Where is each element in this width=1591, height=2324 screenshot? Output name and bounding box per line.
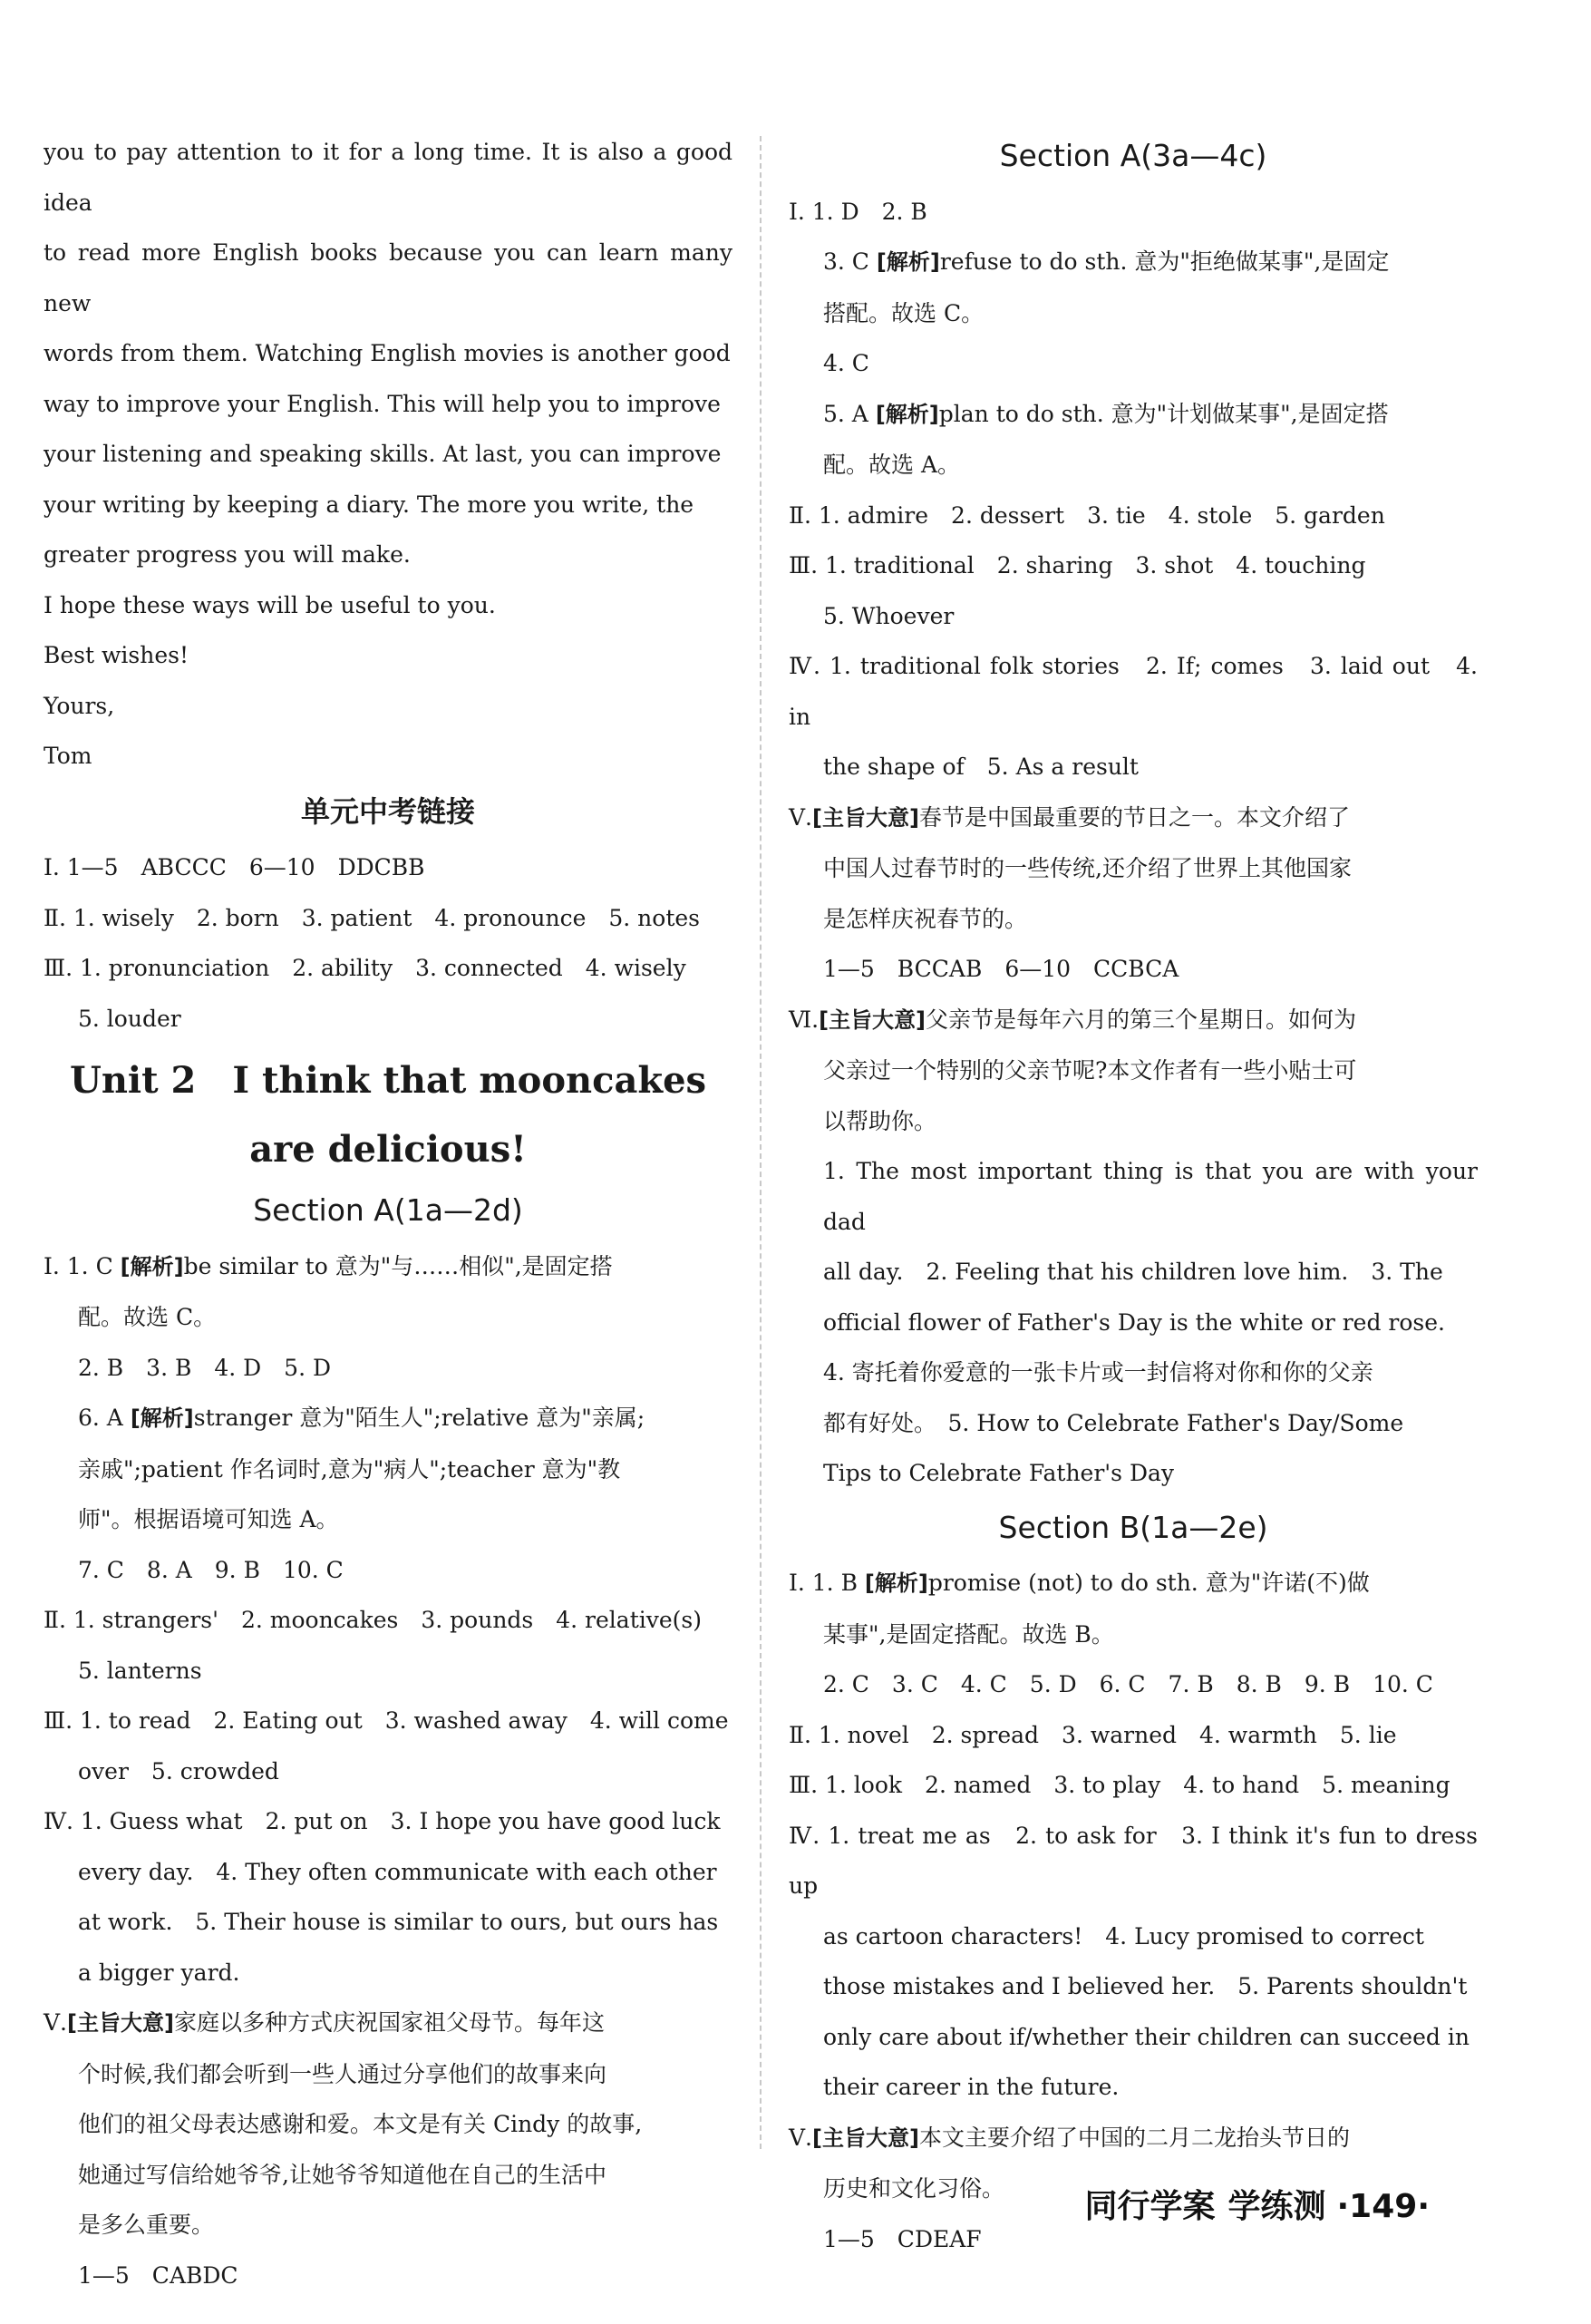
answer-line: Ⅳ. 1. treat me as 2. to ask for 3. I think it's fun to dress up	[789, 1822, 1478, 1899]
letter-line: Best wishes!	[44, 642, 189, 668]
answer-line: Ⅴ.[主旨大意]本文主要介绍了中国的二月二龙抬头节日的	[789, 2124, 1350, 2151]
answer-line: official flower of Father's Day is the white or red rose.	[823, 1308, 1445, 1336]
letter-line: your writing by keeping a diary. The more you write, the	[44, 491, 694, 518]
column-divider	[760, 136, 762, 2149]
answer-line: 个时候,我们都会听到一些人通过分享他们的故事来向	[78, 2060, 606, 2087]
answer-line: Ⅵ.[主旨大意]父亲节是每年六月的第三个星期日。如何为	[789, 1006, 1357, 1033]
answer-line: 历史和文化习俗。	[823, 2175, 1005, 2202]
letter-line: way to improve your English. This will help you to improve	[44, 390, 721, 417]
section-title: Section B(1a—2e)	[998, 1509, 1268, 1545]
answer-line: as cartoon characters! 4. Lucy promised to correct	[823, 1922, 1424, 1950]
answer-line: 师"。根据语境可知选 A。	[78, 1506, 339, 1532]
answer-line: every day. 4. They often communicate with each other	[78, 1858, 717, 1885]
answer-line: Ⅱ. 1. admire 2. dessert 3. tie 4. stole 5. garden	[789, 501, 1385, 529]
letter-line: I hope these ways will be useful to you.	[44, 591, 496, 618]
answer-line: Ⅰ. 1. D 2. B	[789, 198, 927, 225]
answer-line: 1—5 CDEAF	[823, 2225, 982, 2252]
answer-line: Ⅴ.[主旨大意]家庭以多种方式庆祝国家祖父母节。每年这	[44, 2009, 605, 2036]
right-column	[789, 127, 1478, 2264]
answer-line: 4. C	[823, 350, 869, 376]
answer-line: the shape of 5. As a result	[823, 754, 1139, 780]
answer-line: 2. B 3. B 4. D 5. D	[78, 1354, 332, 1381]
answer-line: Ⅲ. 1. pronunciation 2. ability 3. connected 4. wisely	[44, 955, 686, 981]
answer-line: Tips to Celebrate Father's Day	[823, 1460, 1175, 1486]
analysis-tag: [解析]	[864, 1570, 928, 1596]
answer-line: 是怎样庆祝春节的。	[823, 905, 1028, 932]
answer-line: 亲戚";patient 作名词时,意为"病人";teacher 意为"教	[78, 1455, 621, 1483]
section-title: Section A(3a—4c)	[999, 138, 1267, 173]
brand-name: 同行学案	[1084, 2188, 1216, 2225]
answer-line: over 5. crowded	[78, 1757, 279, 1784]
answer-line: 5. Whoever	[823, 602, 955, 629]
answer-line: only care about if/whether their children can succeed in	[823, 2023, 1470, 2050]
section-title: Section A(1a—2d)	[253, 1192, 523, 1228]
letter-line: you to pay attention to it for a long time. It is also a good idea	[44, 139, 732, 216]
unit-title-cont: are delicious!	[249, 1128, 527, 1171]
answer-line: 1. The most important thing is that you are with your dad	[823, 1158, 1478, 1235]
answer-line: 7. C 8. A 9. B 10. C	[78, 1556, 344, 1583]
answer-line: 4. 寄托着你爱意的一张卡片或一封信将对你和你的父亲	[823, 1359, 1373, 1386]
answer-line: a bigger yard.	[78, 1959, 240, 1986]
answer-line: 配。故选 A。	[823, 452, 961, 478]
main-idea-tag: [主旨大意]	[812, 2125, 919, 2151]
left-column	[44, 127, 732, 2300]
answer-line: 1—5 CABDC	[78, 2261, 238, 2289]
answer-line: Ⅴ.[主旨大意]春节是中国最重要的节日之一。本文介绍了	[789, 803, 1350, 831]
answer-line: 搭配。故选 C。	[823, 299, 985, 326]
answer-line: 1—5 BCCAB 6—10 CCBCA	[823, 956, 1179, 982]
answer-line: their career in the future.	[823, 2074, 1120, 2100]
answer-line: 都有好处。 5. How to Celebrate Father's Day/Some	[823, 1409, 1404, 1436]
answer-line: 以帮助你。	[823, 1107, 937, 1134]
analysis-tag: [解析]	[875, 401, 939, 427]
letter-line: words from them. Watching English movies is another good	[44, 340, 731, 366]
answer-line: 父亲过一个特别的父亲节呢?本文作者有一些小贴士可	[823, 1057, 1357, 1084]
answer-line: Ⅰ. 1. C [解析]be similar to 意为"与……相似",是固定搭	[44, 1252, 613, 1279]
answer-line: 5. louder	[78, 1005, 181, 1032]
answer-line: 配。故选 C。	[78, 1304, 217, 1330]
brand-series: 学练测	[1227, 2188, 1326, 2225]
answer-line: Ⅳ. 1. Guess what 2. put on 3. I hope you have good luck	[44, 1808, 721, 1834]
answer-line: all day. 2. Feeling that his children love him. 3. The	[823, 1259, 1443, 1285]
answer-line: at work. 5. Their house is similar to ours, but ours has	[78, 1909, 719, 1935]
page-number: ·149·	[1336, 2188, 1430, 2225]
main-idea-tag: [主旨大意]	[819, 1006, 926, 1033]
answer-line: 中国人过春节时的一些传统,还介绍了世界上其他国家	[823, 855, 1352, 881]
answer-line: Ⅲ. 1. traditional 2. sharing 3. shot 4. touching	[789, 552, 1366, 579]
answer-line: those mistakes and I believed her. 5. Parents shouldn't	[823, 1973, 1468, 1999]
answer-line: Ⅳ. 1. traditional folk stories 2. If; comes 3. laid out 4. in	[789, 653, 1478, 730]
answer-line: Ⅲ. 1. to read 2. Eating out 3. washed away 4. will come	[44, 1707, 729, 1734]
page-footer	[1084, 2181, 1430, 2227]
answer-line: 6. A [解析]stranger 意为"陌生人";relative 意为"亲属;	[78, 1405, 645, 1431]
answer-line: Ⅱ. 1. strangers' 2. mooncakes 3. pounds 4. relative(s)	[44, 1607, 702, 1633]
answer-line: 5. lanterns	[78, 1657, 202, 1684]
answer-line: 2. C 3. C 4. C 5. D 6. C 7. B 8. B 9. B 10. C	[823, 1671, 1433, 1697]
unit-link-heading: 单元中考链接	[300, 793, 475, 829]
analysis-tag: [解析]	[120, 1253, 184, 1279]
answer-line: Ⅰ. 1. B [解析]promise (not) to do sth. 意为"许诺(不)做	[789, 1570, 1370, 1596]
answer-line: 他们的祖父母表达感谢和爱。本文是有关 Cindy 的故事,	[78, 2111, 643, 2137]
analysis-tag: [解析]	[876, 249, 940, 275]
answer-line: Ⅱ. 1. novel 2. spread 3. warned 4. warmth 5. lie	[789, 1721, 1397, 1748]
letter-line: Tom	[44, 743, 92, 769]
answer-line: 她通过写信给她爷爷,让她爷爷知道他在自己的生活中	[78, 2161, 606, 2188]
unit-title: Unit 2 I think that mooncakes	[69, 1059, 707, 1102]
answer-line: 是多么重要。	[78, 2212, 215, 2238]
answer-line: 5. A [解析]plan to do sth. 意为"计划做某事",是固定搭	[823, 400, 1389, 427]
letter-line: to read more English books because you can learn many new	[44, 239, 732, 316]
answer-line: 某事",是固定搭配。故选 B。	[823, 1620, 1114, 1648]
answer-line: Ⅰ. 1—5 ABCCC 6—10 DDCBB	[44, 854, 425, 880]
answer-line: Ⅲ. 1. look 2. named 3. to play 4. to hand 5. meaning	[789, 1772, 1450, 1798]
answer-line: 3. C [解析]refuse to do sth. 意为"拒绝做某事",是固定	[823, 248, 1390, 275]
letter-line: your listening and speaking skills. At last, you can improve	[44, 441, 722, 467]
letter-line: greater progress you will make.	[44, 541, 411, 568]
letter-line: Yours,	[44, 692, 115, 719]
main-idea-tag: [主旨大意]	[67, 2010, 174, 2036]
main-idea-tag: [主旨大意]	[812, 804, 919, 831]
analysis-tag: [解析]	[130, 1405, 194, 1431]
answer-line: Ⅱ. 1. wisely 2. born 3. patient 4. pronounce 5. notes	[44, 904, 700, 931]
